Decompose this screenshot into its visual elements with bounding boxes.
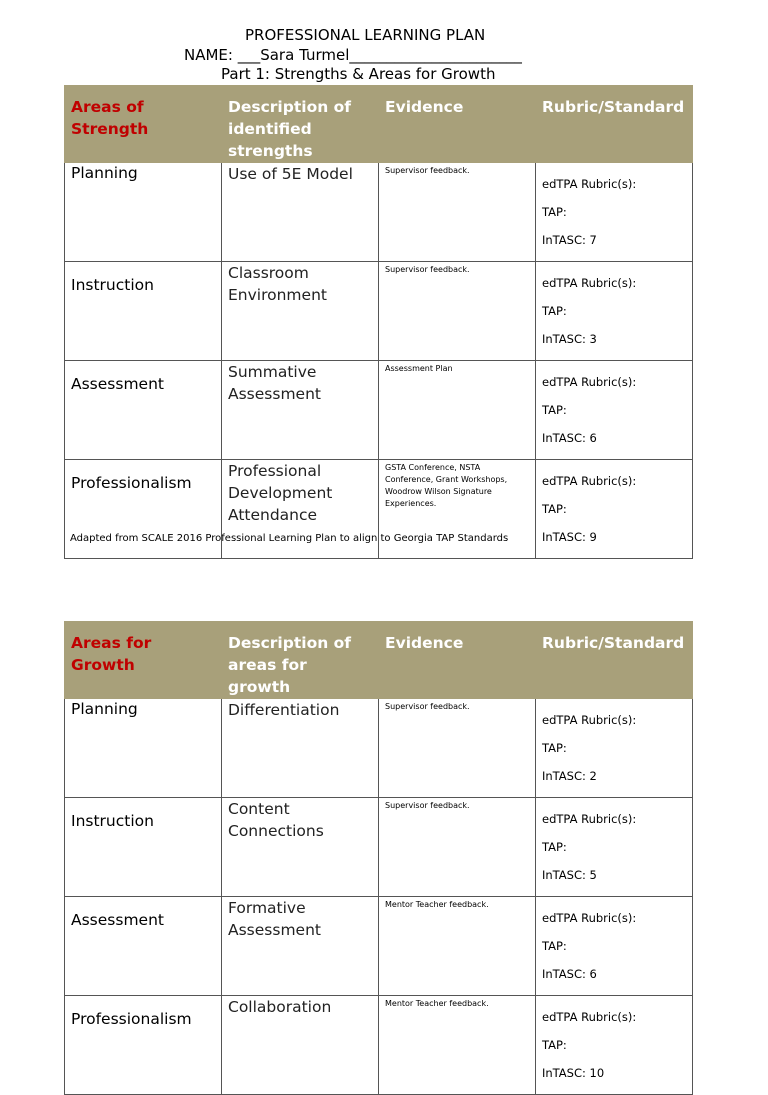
table-row: [65, 897, 693, 996]
rubric-cell: [536, 460, 693, 559]
tap-label: TAP:: [542, 741, 567, 755]
part-heading: Part 1: Strengths & Areas for Growth: [221, 65, 496, 83]
rubric-cell: [536, 699, 693, 798]
tap-label: TAP:: [542, 502, 567, 516]
edtpa-label: edTPA Rubric(s):: [542, 812, 637, 826]
rubric-cell: [536, 897, 693, 996]
footnote: Adapted from SCALE 2016 Professional Learning Plan to align to Georgia TAP Standards: [70, 533, 509, 544]
name-line: NAME: ___Sara Turmel_______________________: [184, 46, 522, 64]
header-areas-for-growth: Areas for Growth: [65, 622, 222, 699]
area-cell: Planning: [65, 163, 222, 262]
tap-label: TAP:: [542, 840, 567, 854]
edtpa-label: edTPA Rubric(s):: [542, 276, 637, 290]
description-cell: Differentiation: [222, 699, 379, 798]
table-row: [65, 163, 693, 262]
intasc-label: InTASC: 9: [542, 530, 597, 544]
evidence-cell: Assessment Plan: [379, 361, 536, 460]
tap-label: TAP:: [542, 304, 567, 318]
area-cell: Professionalism: [65, 460, 222, 559]
area-cell: Planning: [65, 699, 222, 798]
intasc-label: InTASC: 6: [542, 967, 597, 981]
evidence-cell: Mentor Teacher feedback.: [379, 996, 536, 1095]
description-cell: Use of 5E Model: [222, 163, 379, 262]
rubric-cell: [536, 262, 693, 361]
edtpa-label: edTPA Rubric(s):: [542, 474, 637, 488]
table-header-row: [65, 622, 693, 699]
header-rubric-standard: Rubric/Standard: [536, 622, 693, 699]
header-areas-of-strength: Areas of Strength: [65, 86, 222, 163]
edtpa-label: edTPA Rubric(s):: [542, 713, 637, 727]
table-header-row: [65, 86, 693, 163]
area-cell: Assessment: [65, 361, 222, 460]
edtpa-label: edTPA Rubric(s):: [542, 911, 637, 925]
intasc-label: InTASC: 3: [542, 332, 597, 346]
evidence-cell: Supervisor feedback.: [379, 798, 536, 897]
description-cell: Formative Assessment: [222, 897, 379, 996]
table-row: [65, 262, 693, 361]
edtpa-label: edTPA Rubric(s):: [542, 177, 637, 191]
tap-label: TAP:: [542, 403, 567, 417]
area-cell: Assessment: [65, 897, 222, 996]
header-evidence: Evidence: [379, 622, 536, 699]
edtpa-label: edTPA Rubric(s):: [542, 1010, 637, 1024]
intasc-label: InTASC: 5: [542, 868, 597, 882]
table-row: [65, 361, 693, 460]
rubric-cell: [536, 163, 693, 262]
tap-label: TAP:: [542, 939, 567, 953]
evidence-cell: Supervisor feedback.: [379, 262, 536, 361]
tap-label: TAP:: [542, 1038, 567, 1052]
intasc-label: InTASC: 2: [542, 769, 597, 783]
rubric-cell: [536, 996, 693, 1095]
evidence-cell: Supervisor feedback.: [379, 699, 536, 798]
description-cell: Professional Development Attendance: [222, 460, 379, 559]
table-row: [65, 996, 693, 1095]
header-rubric-standard: Rubric/Standard: [536, 86, 693, 163]
intasc-label: InTASC: 7: [542, 233, 597, 247]
description-cell: Collaboration: [222, 996, 379, 1095]
table-row: [65, 798, 693, 897]
evidence-cell: Supervisor feedback.: [379, 163, 536, 262]
table-row: [65, 699, 693, 798]
description-cell: Classroom Environment: [222, 262, 379, 361]
header-description: Description of identified strengths: [222, 86, 379, 163]
area-cell: Instruction: [65, 262, 222, 361]
rubric-cell: [536, 361, 693, 460]
description-cell: Content Connections: [222, 798, 379, 897]
area-cell: Instruction: [65, 798, 222, 897]
document-title: PROFESSIONAL LEARNING PLAN: [245, 26, 486, 44]
rubric-cell: [536, 798, 693, 897]
strengths-table: [64, 85, 693, 559]
area-cell: Professionalism: [65, 996, 222, 1095]
description-cell: Summative Assessment: [222, 361, 379, 460]
intasc-label: InTASC: 6: [542, 431, 597, 445]
evidence-cell: Mentor Teacher feedback.: [379, 897, 536, 996]
header-description: Description of areas for growth: [222, 622, 379, 699]
evidence-cell: GSTA Conference, NSTA Conference, Grant Workshops, Woodrow Wilson Signature Experiences.: [379, 460, 536, 559]
edtpa-label: edTPA Rubric(s):: [542, 375, 637, 389]
intasc-label: InTASC: 10: [542, 1066, 605, 1080]
tap-label: TAP:: [542, 205, 567, 219]
header-evidence: Evidence: [379, 86, 536, 163]
